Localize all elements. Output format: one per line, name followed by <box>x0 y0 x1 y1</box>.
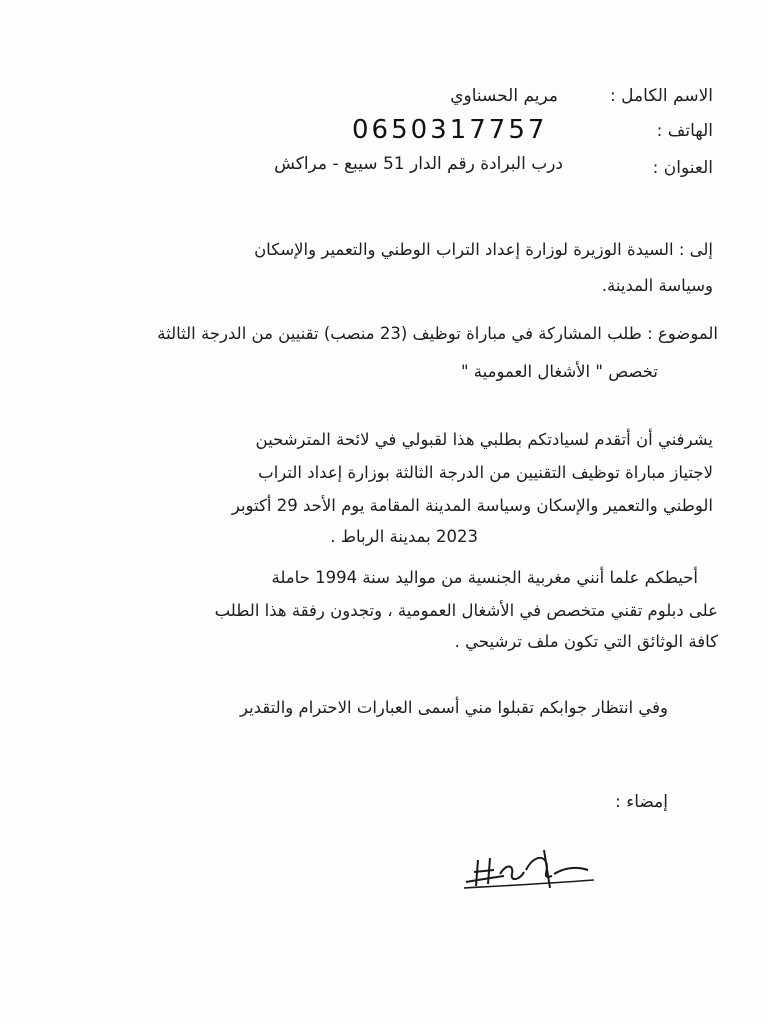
body-p2-line-1: أحيطكم علما أنني مغربية الجنسية من مواليد سنة 1994 حاملة <box>271 568 698 587</box>
body-paragraph-1 <box>43 430 713 550</box>
body-p1-line-1: يشرفني أن أتقدم لسيادتكم بطلبي هذا لقبولي في لائحة المترشحين <box>255 430 713 449</box>
recipient-line-2: وسياسة المدينة. <box>601 276 713 295</box>
recipient-line-1: إلى : السيدة الوزيرة لوزارة إعداد التراب الوطني والتعمير والإسكان <box>254 240 713 259</box>
name-value: مريم الحسناوي <box>450 86 558 106</box>
phone-value: 0650317757 <box>352 115 548 145</box>
body-p1-line-3: الوطني والتعمير والإسكان وسياسة المدينة المقامة يوم الأحد 29 أكتوبر <box>231 496 713 515</box>
subject-line-1: الموضوع : طلب المشاركة في مباراة توظيف (23 منصب) تقنيين من الدرجة الثالثة <box>157 324 718 343</box>
body-paragraph-2 <box>38 568 718 668</box>
name-label: الاسم الكامل : <box>610 86 713 106</box>
body-p1-line-4: 2023 بمدينة الرباط . <box>330 527 478 546</box>
address-label: العنوان : <box>652 158 713 178</box>
signature-label: إمضاء : <box>615 792 668 812</box>
closing-text: وفي انتظار جوابكم تقبلوا مني أسمى العبارات الاحترام والتقدير <box>239 698 668 717</box>
signature-mark <box>460 840 600 900</box>
body-p1-line-2: لاجتياز مباراة توظيف التقنيين من الدرجة الثالثة بوزارة إعداد التراب <box>258 463 713 482</box>
phone-label: الهاتف : <box>656 121 713 141</box>
recipient-block <box>53 240 713 300</box>
body-p2-line-2: على دبلوم تقني متخصص في الأشغال العمومية ، وتجدون رفقة هذا الطلب <box>214 601 718 620</box>
address-value: درب البرادة رقم الدار 51 سيبع - مراكش <box>274 154 563 174</box>
body-p2-line-3: كافة الوثائق التي تكون ملف ترشيحي . <box>454 632 718 651</box>
subject-line-2: تخصص " الأشغال العمومية " <box>460 362 658 381</box>
closing-line <box>68 698 668 728</box>
subject-block <box>38 324 718 384</box>
